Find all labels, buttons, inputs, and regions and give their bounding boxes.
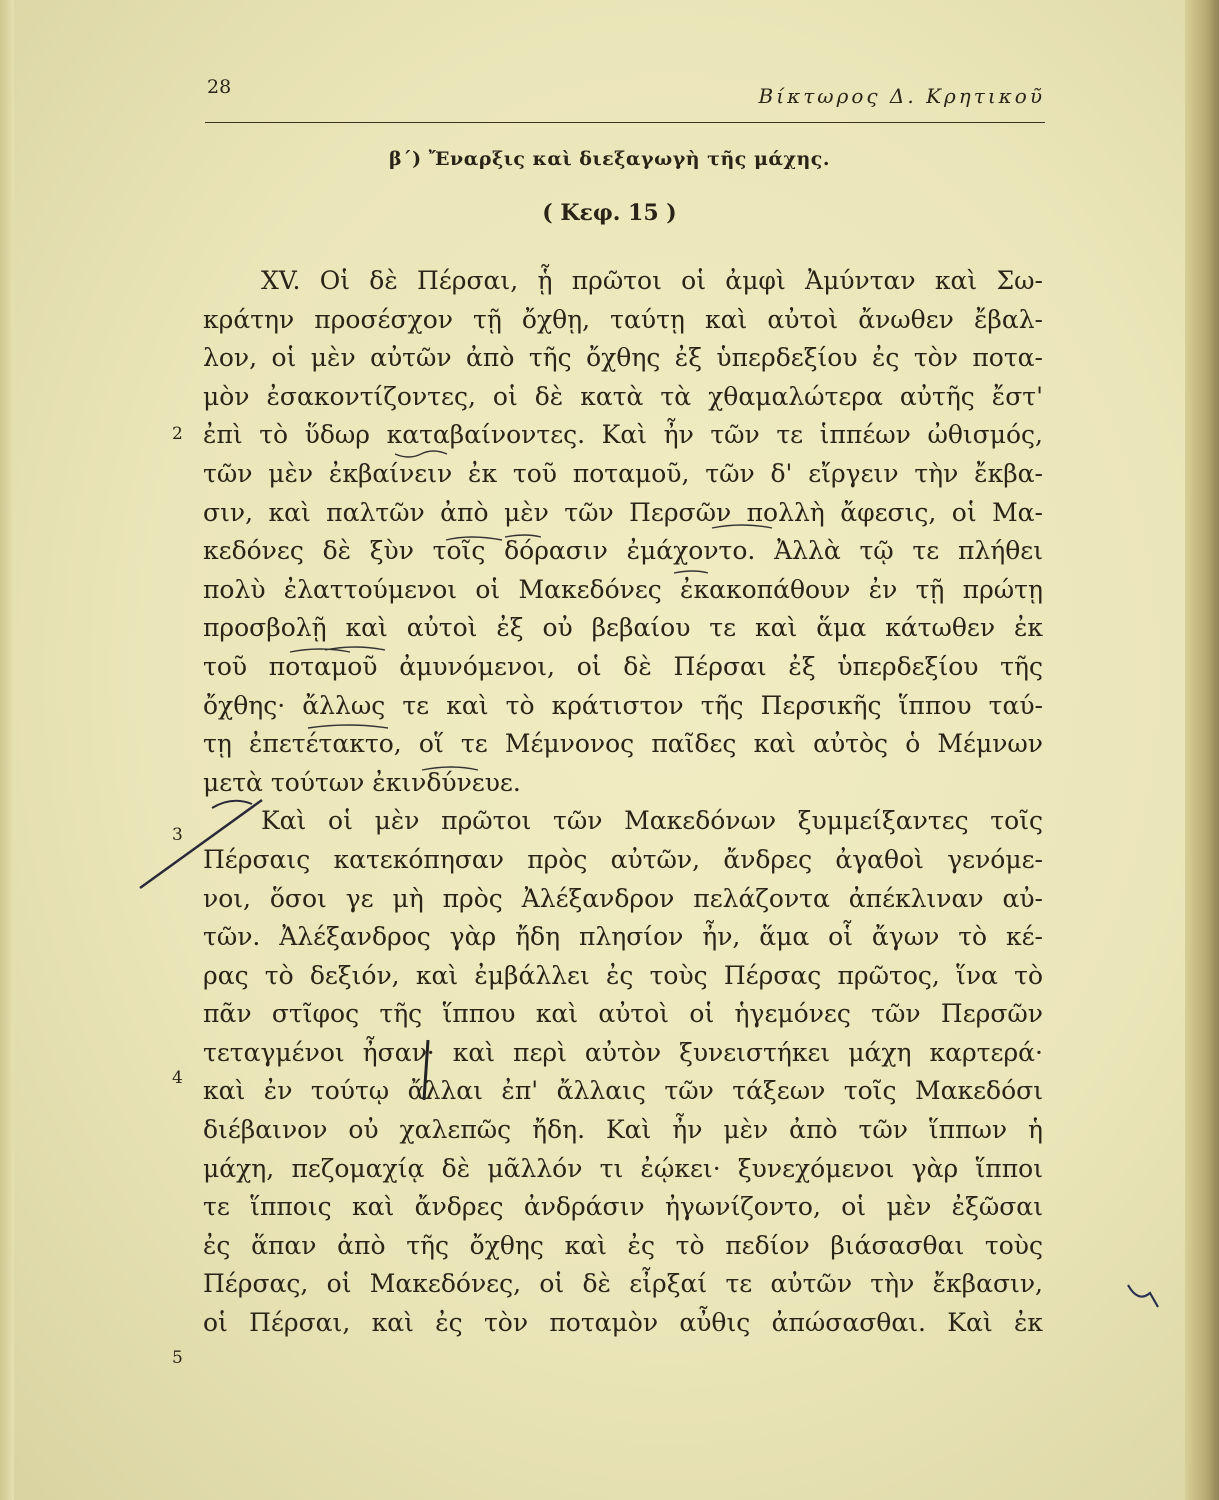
underline-mark: [290, 649, 350, 652]
chapter-reference: ( Κεφ. 15 ): [542, 200, 677, 226]
text-line: ρας τὸ δεξιόν, καὶ ἐμβάλλει ἐς τοὺς Πέρσας πρῶτος, ἵνα τὸ: [203, 960, 1043, 990]
margin-number: 2: [172, 424, 183, 444]
margin-slash-mark: [140, 800, 262, 888]
text-line: κράτην προσέσχον τῇ ὄχθῃ, ταύτῃ καὶ αὐτοὶ ἄνωθεν ἔβαλ-: [203, 304, 1043, 334]
underline-mark: [712, 525, 772, 528]
text-line: σιν, καὶ παλτῶν ἀπὸ μὲν τῶν Περσῶν πολλὴ ἄφεσις, οἱ Μα-: [203, 497, 1043, 527]
text-line: τοῦ ποταμοῦ ἀμυνόμενοι, οἱ δὲ Πέρσαι ἐξ ὑπερδεξίου τῆς: [203, 651, 1043, 681]
page-number: 28: [207, 76, 232, 98]
underline-mark: [422, 767, 478, 770]
margin-curl-mark: [212, 801, 252, 808]
text-line: τῃ ἐπετέτακτο, οἵ τε Μέμνονος παῖδες καὶ αὐτὸς ὁ Μέμνων: [203, 729, 1043, 759]
text-line: κεδόνες δὲ ξὺν τοῖς δόρασιν ἐμάχοντο. Ἀλλὰ τῷ τε πλήθει: [203, 536, 1043, 566]
text-line: πᾶν στῖφος τῆς ἵππου καὶ αὐτοὶ οἱ ἡγεμόνες τῶν Περσῶν: [203, 999, 1043, 1029]
text-line: μὸν ἐσακοντίζοντες, οἱ δὲ κατὰ τὰ χθαμαλώτερα αὐτῆς ἔστ': [203, 381, 1043, 411]
inline-bar-mark: [424, 1040, 428, 1100]
margin-number: 4: [172, 1068, 183, 1088]
section-title: β΄) Ἔναρξις καὶ διεξαγωγὴ τῆς μάχης.: [389, 148, 830, 170]
running-head: Βίκτωρος Δ. Κρητικοῦ: [758, 84, 1045, 108]
text-line: Πέρσαις κατεκόπησαν πρὸς αὐτῶν, ἄνδρες ἀγαθοὶ γενόμε-: [203, 844, 1043, 874]
text-line: καὶ ἐν τούτῳ ἄλλαι ἐπ' ἄλλαις τῶν τάξεων τοῖς Μακεδόσι: [203, 1076, 1043, 1106]
text-line: Πέρσας, οἱ Μακεδόνες, οἱ δὲ εἶρξαί τε αὐτῶν τὴν ἔκβασιν,: [203, 1269, 1043, 1299]
margin-number: 3: [172, 825, 183, 845]
text-line: τεταγμένοι ἦσαν· καὶ περὶ αὐτὸν ξυνειστήκει μάχη καρτερά·: [203, 1037, 1043, 1067]
text-line: μετὰ τούτων ἐκινδύνευε.: [203, 767, 521, 797]
text-line: ὄχθης· ἄλλως τε καὶ τὸ κράτιστον τῆς Περσικῆς ἵππου ταύ-: [203, 690, 1043, 720]
margin-tick-mark: [1128, 1285, 1158, 1307]
text-line: λον, οἱ μὲν αὐτῶν ἀπὸ τῆς ὄχθης ἐξ ὑπερδεξίου ἐς τὸν ποτα-: [203, 343, 1043, 373]
text-line: πολὺ ἐλαττούμενοι οἱ Μακεδόνες ἐκακοπάθουν ἐν τῇ πρώτῃ: [203, 574, 1043, 604]
text-line: τῶν μὲν ἐκβαίνειν ἐκ τοῦ ποταμοῦ, τῶν δ' εἴργειν τὴν ἔκβα-: [203, 458, 1043, 488]
text-line: διέβαινον οὐ χαλεπῶς ἤδη. Καὶ ἦν μὲν ἀπὸ τῶν ἵππων ἡ: [203, 1115, 1043, 1145]
text-line: τε ἵπποις καὶ ἄνδρες ἀνδράσιν ἠγωνίζοντο, οἱ μὲν ἐξῶσαι: [203, 1192, 1043, 1222]
underline-mark: [446, 537, 502, 540]
underline-mark: [505, 535, 541, 537]
underline-mark: [395, 451, 447, 457]
text-line: Καὶ οἱ μὲν πρῶτοι τῶν Μακεδόνων ξυμμείξαντες τοῖς: [261, 806, 1043, 836]
text-line: τῶν. Ἀλέξανδρος γὰρ ἤδη πλησίον ἦν, ἅμα οἷ ἄγων τὸ κέ-: [203, 922, 1043, 952]
text-line: μάχη, πεζομαχίᾳ δὲ μᾶλλόν τι ἐῴκει· ξυνεχόμενοι γὰρ ἵπποι: [203, 1153, 1043, 1183]
underline-mark: [308, 725, 388, 728]
text-line: προσβολῇ καὶ αὐτοὶ ἐξ οὐ βεβαίου τε καὶ ἅμα κάτωθεν ἐκ: [203, 613, 1043, 643]
text-line: XV. Οἱ δὲ Πέρσαι, ᾗ πρῶτοι οἱ ἀμφὶ Ἀμύνταν καὶ Σω-: [261, 266, 1043, 295]
margin-number: 5: [172, 1348, 183, 1368]
text-line: ἐπὶ τὸ ὕδωρ καταβαίνοντες. Καὶ ἦν τῶν τε ἱππέων ὠθισμός,: [203, 420, 1043, 450]
text-line: ἐς ἅπαν ἀπὸ τῆς ὄχθης καὶ ἐς τὸ πεδίον βιάσασθαι τοὺς: [203, 1230, 1043, 1260]
text-line: οἱ Πέρσαι, καὶ ἐς τὸν ποταμὸν αὖθις ἀπώσασθαι. Καὶ ἐκ: [203, 1308, 1043, 1338]
text-line: νοι, ὅσοι γε μὴ πρὸς Ἀλέξανδρον πελάζοντα ἀπέκλιναν αὐ-: [203, 883, 1043, 913]
underline-mark: [674, 571, 708, 573]
